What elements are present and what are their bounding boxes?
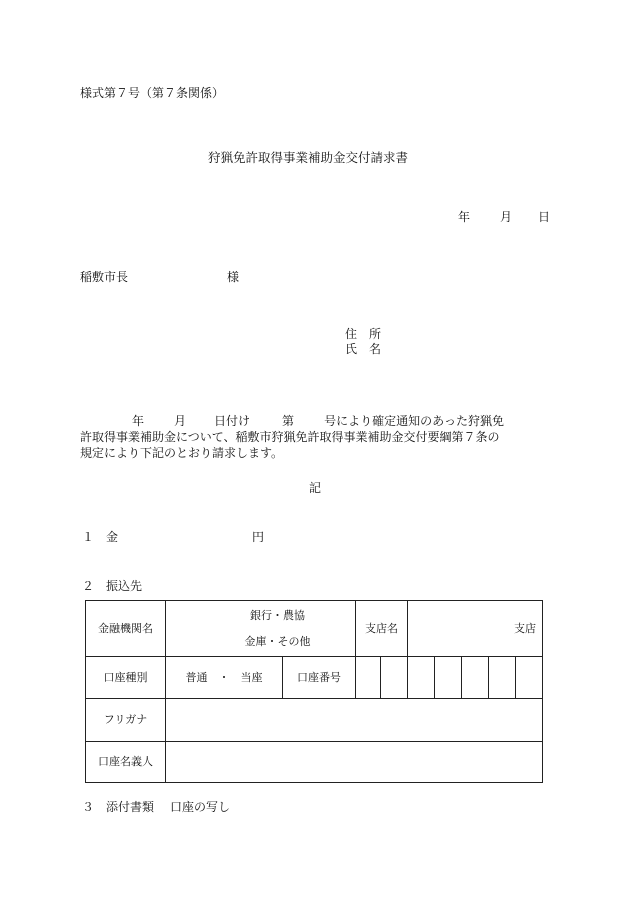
item3-value: 口座の写し [170,800,231,814]
bank-type-cell[interactable] [166,601,356,657]
item1-unit: 円 [252,530,265,544]
paragraph-line-1 [80,413,555,429]
body-year: 年 [132,414,145,428]
addressee-honorific: 様 [227,270,240,284]
account-digit-box[interactable] [516,657,543,699]
account-digit-box[interactable] [356,657,381,699]
account-digit-box[interactable] [435,657,462,699]
holder-label: 口座名義人 [86,742,166,783]
applicant-address-label: 住 所 [345,327,382,341]
item1-label: 金 [106,530,119,544]
item2-label: 振込先 [106,579,143,593]
applicant-name-label: 氏 名 [345,342,382,356]
addressee-name: 稲敷市長 [80,270,129,284]
paragraph-line-3: 規定により下記のとおり請求します。 [80,446,284,460]
bank-account-table [85,600,543,783]
furigana-field[interactable] [166,699,543,742]
document-title: 狩猟免許取得事業補助金交付請求書 [208,150,409,165]
request-paragraph [80,413,555,461]
account-row [86,657,543,699]
bank-types-line2: 金庫・その他 [244,634,311,648]
institution-label: 金融機関名 [86,601,166,657]
form-number: 様式第７号（第７条関係） [80,86,225,100]
holder-field[interactable] [166,742,543,783]
body-number-prefix: 第 [282,414,295,428]
furigana-row [86,699,543,742]
body-date-suffix: 日付け [214,414,251,428]
branch-suffix[interactable]: 支店 [408,601,543,657]
account-digit-box[interactable] [489,657,516,699]
holder-row [86,742,543,783]
paragraph-line-2: 許取得事業補助金について、稲敷市狩猟免許取得事業補助金交付要綱第７条の [80,430,500,444]
item2-number: ２ [82,579,95,593]
institution-row [86,601,543,657]
account-type-label: 口座種別 [86,657,166,699]
account-digit-box[interactable] [462,657,489,699]
item1-number: １ [82,530,95,544]
body-line1-tail: 号により確定通知のあった狩猟免 [324,414,504,428]
account-digit-box[interactable] [408,657,435,699]
ki-heading: 記 [309,481,322,495]
account-digit-box[interactable] [381,657,408,699]
bank-types-line1: 銀行・農協 [250,608,305,622]
date-month: 月 [500,210,513,224]
account-number-label: 口座番号 [283,657,356,699]
item3-number: ３ [82,800,95,814]
furigana-label: フリガナ [86,699,166,742]
account-type-options[interactable]: 普通 ・ 当座 [166,657,283,699]
branch-label: 支店名 [356,601,408,657]
date-year: 年 [458,210,471,224]
item3-label: 添付書類 [106,800,155,814]
date-day: 日 [538,210,551,224]
body-month: 月 [174,414,187,428]
